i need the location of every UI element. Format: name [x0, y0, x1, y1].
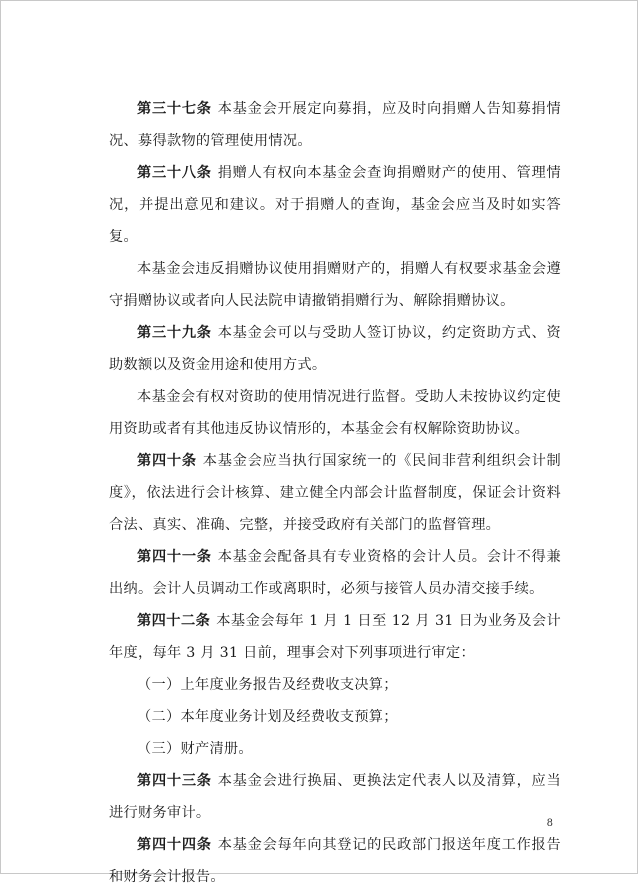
article-heading: 第四十三条: [137, 773, 212, 789]
article-text: 本基金会可以与受助人签订协议，约定资助方式、资助数额以及资金用途和使用方式。: [109, 325, 561, 373]
article-42-item-2: [109, 701, 561, 733]
article-38-para-2: [109, 253, 561, 317]
article-text: 本基金会有权对资助的使用情况进行监督。受助人未按协议约定使用资助或者有其他违反协议情形的，本基金会有权解除资助协议。: [109, 389, 561, 437]
article-text: 本基金会应当执行国家统一的《民间非营利组织会计制度》，依法进行会计核算、建立健全内部会计监督制度，保证会计资料合法、真实、准确、完整，并接受政府有关部门的监督管理。: [109, 453, 561, 533]
article-42-item-3: [109, 733, 561, 765]
article-heading: 第四十四条: [137, 837, 212, 853]
article-text: 捐赠人有权向本基金会查询捐赠财产的使用、管理情况，并提出意见和建议。对于捐赠人的查询，基金会应当及时如实答复。: [109, 165, 561, 245]
article-43: [109, 765, 561, 829]
article-heading: 第四十二条: [137, 613, 211, 629]
article-text: 本基金会开展定向募捐，应及时向捐赠人告知募捐情况、募得款物的管理使用情况。: [109, 101, 561, 149]
article-heading: 第四十一条: [137, 549, 212, 565]
article-39-para-2: [109, 381, 561, 445]
article-42-item-1: [109, 669, 561, 701]
article-44: [109, 829, 561, 893]
article-text: 本基金会违反捐赠协议使用捐赠财产的，捐赠人有权要求基金会遵守捐赠协议或者向人民法院申请撤销捐赠行为、解除捐赠协议。: [109, 261, 561, 309]
article-37: [109, 93, 561, 157]
list-item-text: （一）上年度业务报告及经费收支决算；: [137, 677, 398, 693]
article-heading: 第三十七条: [137, 101, 212, 117]
article-42: [109, 605, 561, 669]
list-item-text: （三）财产清册。: [137, 741, 253, 757]
article-39: [109, 317, 561, 381]
article-heading: 第三十八条: [137, 165, 212, 181]
article-40: [109, 445, 561, 541]
article-heading: 第三十九条: [137, 325, 212, 341]
document-body: [109, 93, 561, 893]
list-item-text: （二）本年度业务计划及经费收支预算；: [137, 709, 398, 725]
page-number: 8: [546, 818, 553, 829]
article-text: 本基金会每年向其登记的民政部门报送年度工作报告和财务会计报告。: [109, 837, 561, 885]
article-text: 本基金会进行换届、更换法定代表人以及清算，应当进行财务审计。: [109, 773, 561, 821]
article-41: [109, 541, 561, 605]
article-text: 本基金会配备具有专业资格的会计人员。会计不得兼出纳。会计人员调动工作或离职时，必须与接管人员办清交接手续。: [109, 549, 561, 597]
article-38: [109, 157, 561, 253]
article-text: 本基金会每年 1 月 1 日至 12 月 31 日为业务及会计年度，每年 3 月 31 日前，理事会对下列事项进行审定：: [109, 613, 561, 661]
article-heading: 第四十条: [137, 453, 197, 469]
